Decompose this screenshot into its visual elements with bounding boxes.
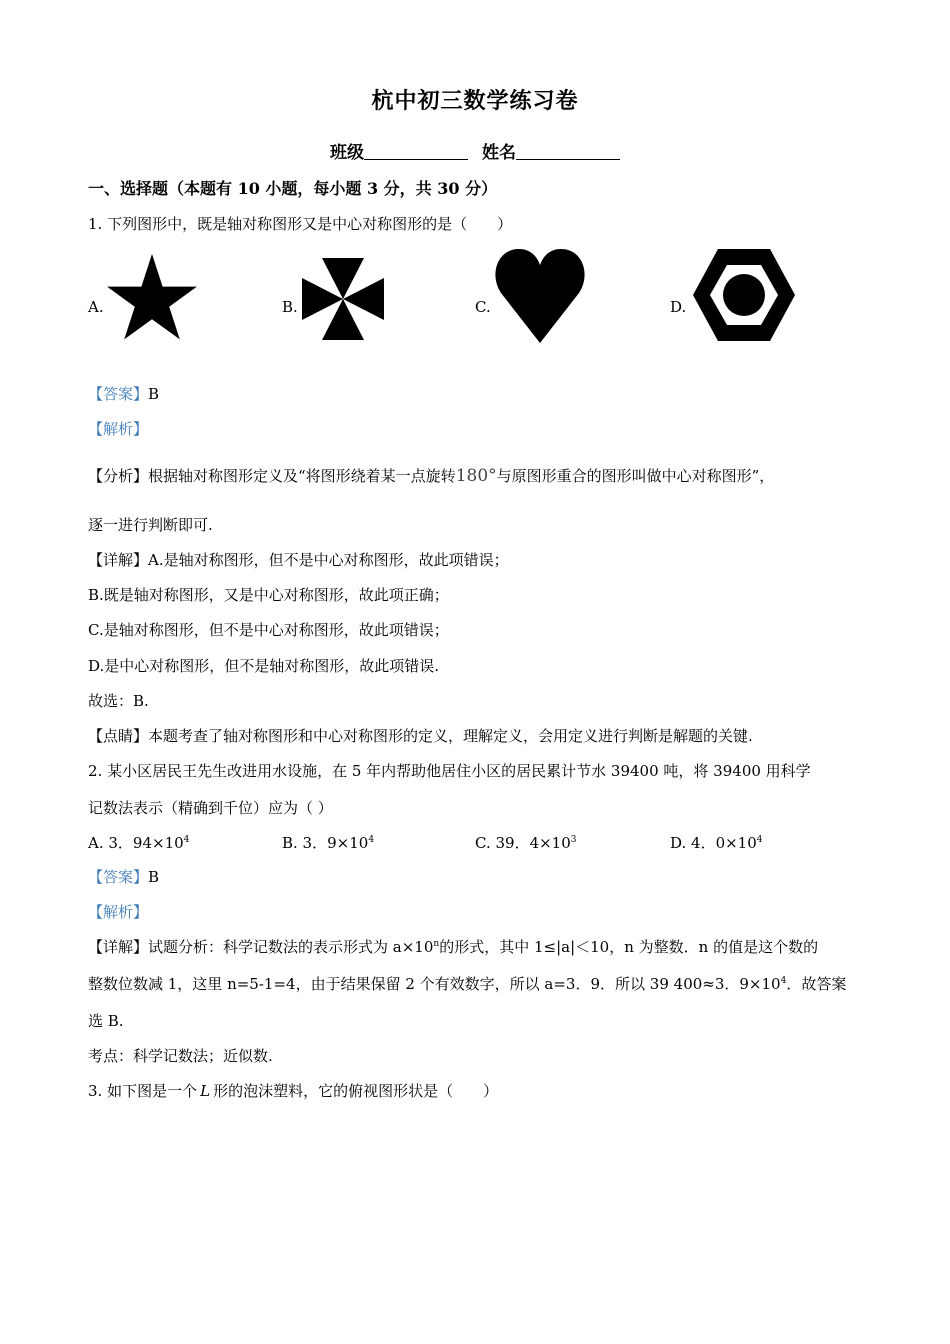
- q2-stem-1: 2. 某小区居民王先生改进用水设施，在 5 年内帮助他居住小区的居民累计节水 39400 吨，将 39400 用科学: [88, 762, 811, 780]
- q2-option-d-exp: 4: [756, 835, 763, 845]
- star-icon: [106, 253, 198, 343]
- name-label: 姓名: [482, 143, 516, 163]
- q2-detail-2b: ．故答案: [786, 975, 847, 993]
- q1-detail-d: D.是中心对称图形，但不是轴对称图形，故此项错误.: [88, 657, 440, 675]
- q2-option-d-text: D. 4．0×10: [670, 834, 757, 852]
- hexagon-ring-icon: [692, 248, 796, 342]
- class-name-line: [0, 138, 950, 163]
- q2-detail-2: [88, 973, 846, 994]
- q1-detail-c: C.是轴对称图形，但不是中心对称图形，故此项错误；: [88, 621, 449, 639]
- q2-detail-1b: 的形式，其中 1≤|a|＜10，n 为整数．n 的值是这个数的: [439, 938, 819, 956]
- q2-option-c-text: C. 39．4×10: [475, 834, 571, 852]
- q1-fenxi-text-a: 根据轴对称图形定义及“将图形绕着某一点旋转: [148, 467, 456, 485]
- q2-analysis-tag: 【解析】: [88, 903, 149, 921]
- q2-option-a-text: A. 3．94×10: [88, 834, 184, 852]
- q2-detail-2-exp: 4: [780, 976, 787, 986]
- q3-stem-b: 形的泡沫塑料，它的俯视图形状是（ ）: [213, 1082, 499, 1100]
- q2-detail-1: [88, 936, 818, 957]
- q1-option-d: D.: [670, 298, 687, 316]
- q1-option-c: C.: [475, 298, 491, 316]
- q1-answer: [88, 383, 159, 404]
- q3-stem: [88, 1080, 498, 1101]
- q3-stem-l: L: [200, 1082, 211, 1100]
- q2-option-b-exp: 4: [368, 835, 375, 845]
- q1-fenxi-tag: 【分析】: [88, 467, 149, 485]
- q1-answer-tag: 【答案】: [88, 385, 149, 403]
- q1-analysis-tag: 【解析】: [88, 420, 149, 438]
- q1-fenxi: [88, 465, 774, 486]
- q2-option-b-text: B. 3．9×10: [282, 834, 369, 852]
- section-heading: 一、选择题（本题有 10 小题，每小题 3 分，共 30 分）: [88, 179, 498, 198]
- q2-option-c: [475, 832, 577, 853]
- class-label: 班级: [330, 143, 364, 163]
- q1-answer-value: B: [148, 385, 160, 403]
- class-blank: [364, 141, 468, 160]
- q2-option-a-exp: 4: [183, 835, 190, 845]
- q1-detail-b: B.既是轴对称图形，又是中心对称图形，故此项正确；: [88, 586, 449, 604]
- q1-comment-text: 本题考查了轴对称图形和中心对称图形的定义，理解定义，会用定义进行判断是解题的关键.: [148, 727, 753, 745]
- q1-detail-a-text: A.是轴对称图形，但不是中心对称图形，故此项错误；: [148, 551, 509, 569]
- heart-icon: [495, 247, 585, 344]
- q2-answer-value: B: [148, 868, 160, 886]
- q2-detail-tag: 【详解】: [88, 938, 149, 956]
- name-blank: [516, 141, 620, 160]
- page-title: 杭中初三数学练习卷: [371, 88, 579, 114]
- q2-kaodian: 考点：科学记数法；近似数.: [88, 1047, 273, 1065]
- q2-detail-1a: 试题分析：科学记数法的表示形式为 a×10: [148, 938, 434, 956]
- q1-comment-tag: 【点睛】: [88, 727, 149, 745]
- q1-comment: [88, 725, 753, 746]
- q2-option-c-exp: 3: [570, 835, 577, 845]
- q2-detail-3: 选 B.: [88, 1012, 124, 1030]
- q2-answer-tag: 【答案】: [88, 868, 149, 886]
- q2-detail-2a: 整数位数减 1，这里 n=5-1=4，由于结果保留 2 个有效数字，所以 a=3．9．所以 39 400≈3．9×10: [88, 975, 781, 993]
- q2-stem-2: 记数法表示（精确到千位）应为（ ）: [88, 799, 333, 817]
- q1-option-a: A.: [88, 298, 104, 316]
- pinwheel-icon: [300, 256, 386, 342]
- q1-option-b: B.: [282, 298, 298, 316]
- q1-detail-tag: 【详解】: [88, 551, 149, 569]
- q3-stem-a: 3. 如下图是一个: [88, 1082, 198, 1100]
- q1-detail-a: [88, 549, 509, 570]
- q1-fenxi-angle: 180°: [455, 466, 497, 486]
- q2-option-d: [670, 832, 763, 853]
- q2-option-b: [282, 832, 374, 853]
- q2-answer: [88, 866, 159, 887]
- q2-option-a: [88, 832, 189, 853]
- q1-fenxi-line2: 逐一进行判断即可.: [88, 516, 213, 534]
- q2-detail-1-exp: n: [433, 939, 440, 949]
- q1-stem: 1. 下列图形中，既是轴对称图形又是中心对称图形的是（ ）: [88, 215, 513, 233]
- q1-choose: 故选：B.: [88, 692, 149, 710]
- q1-fenxi-text-b: 与原图形重合的图形叫做中心对称图形”，: [496, 467, 775, 485]
